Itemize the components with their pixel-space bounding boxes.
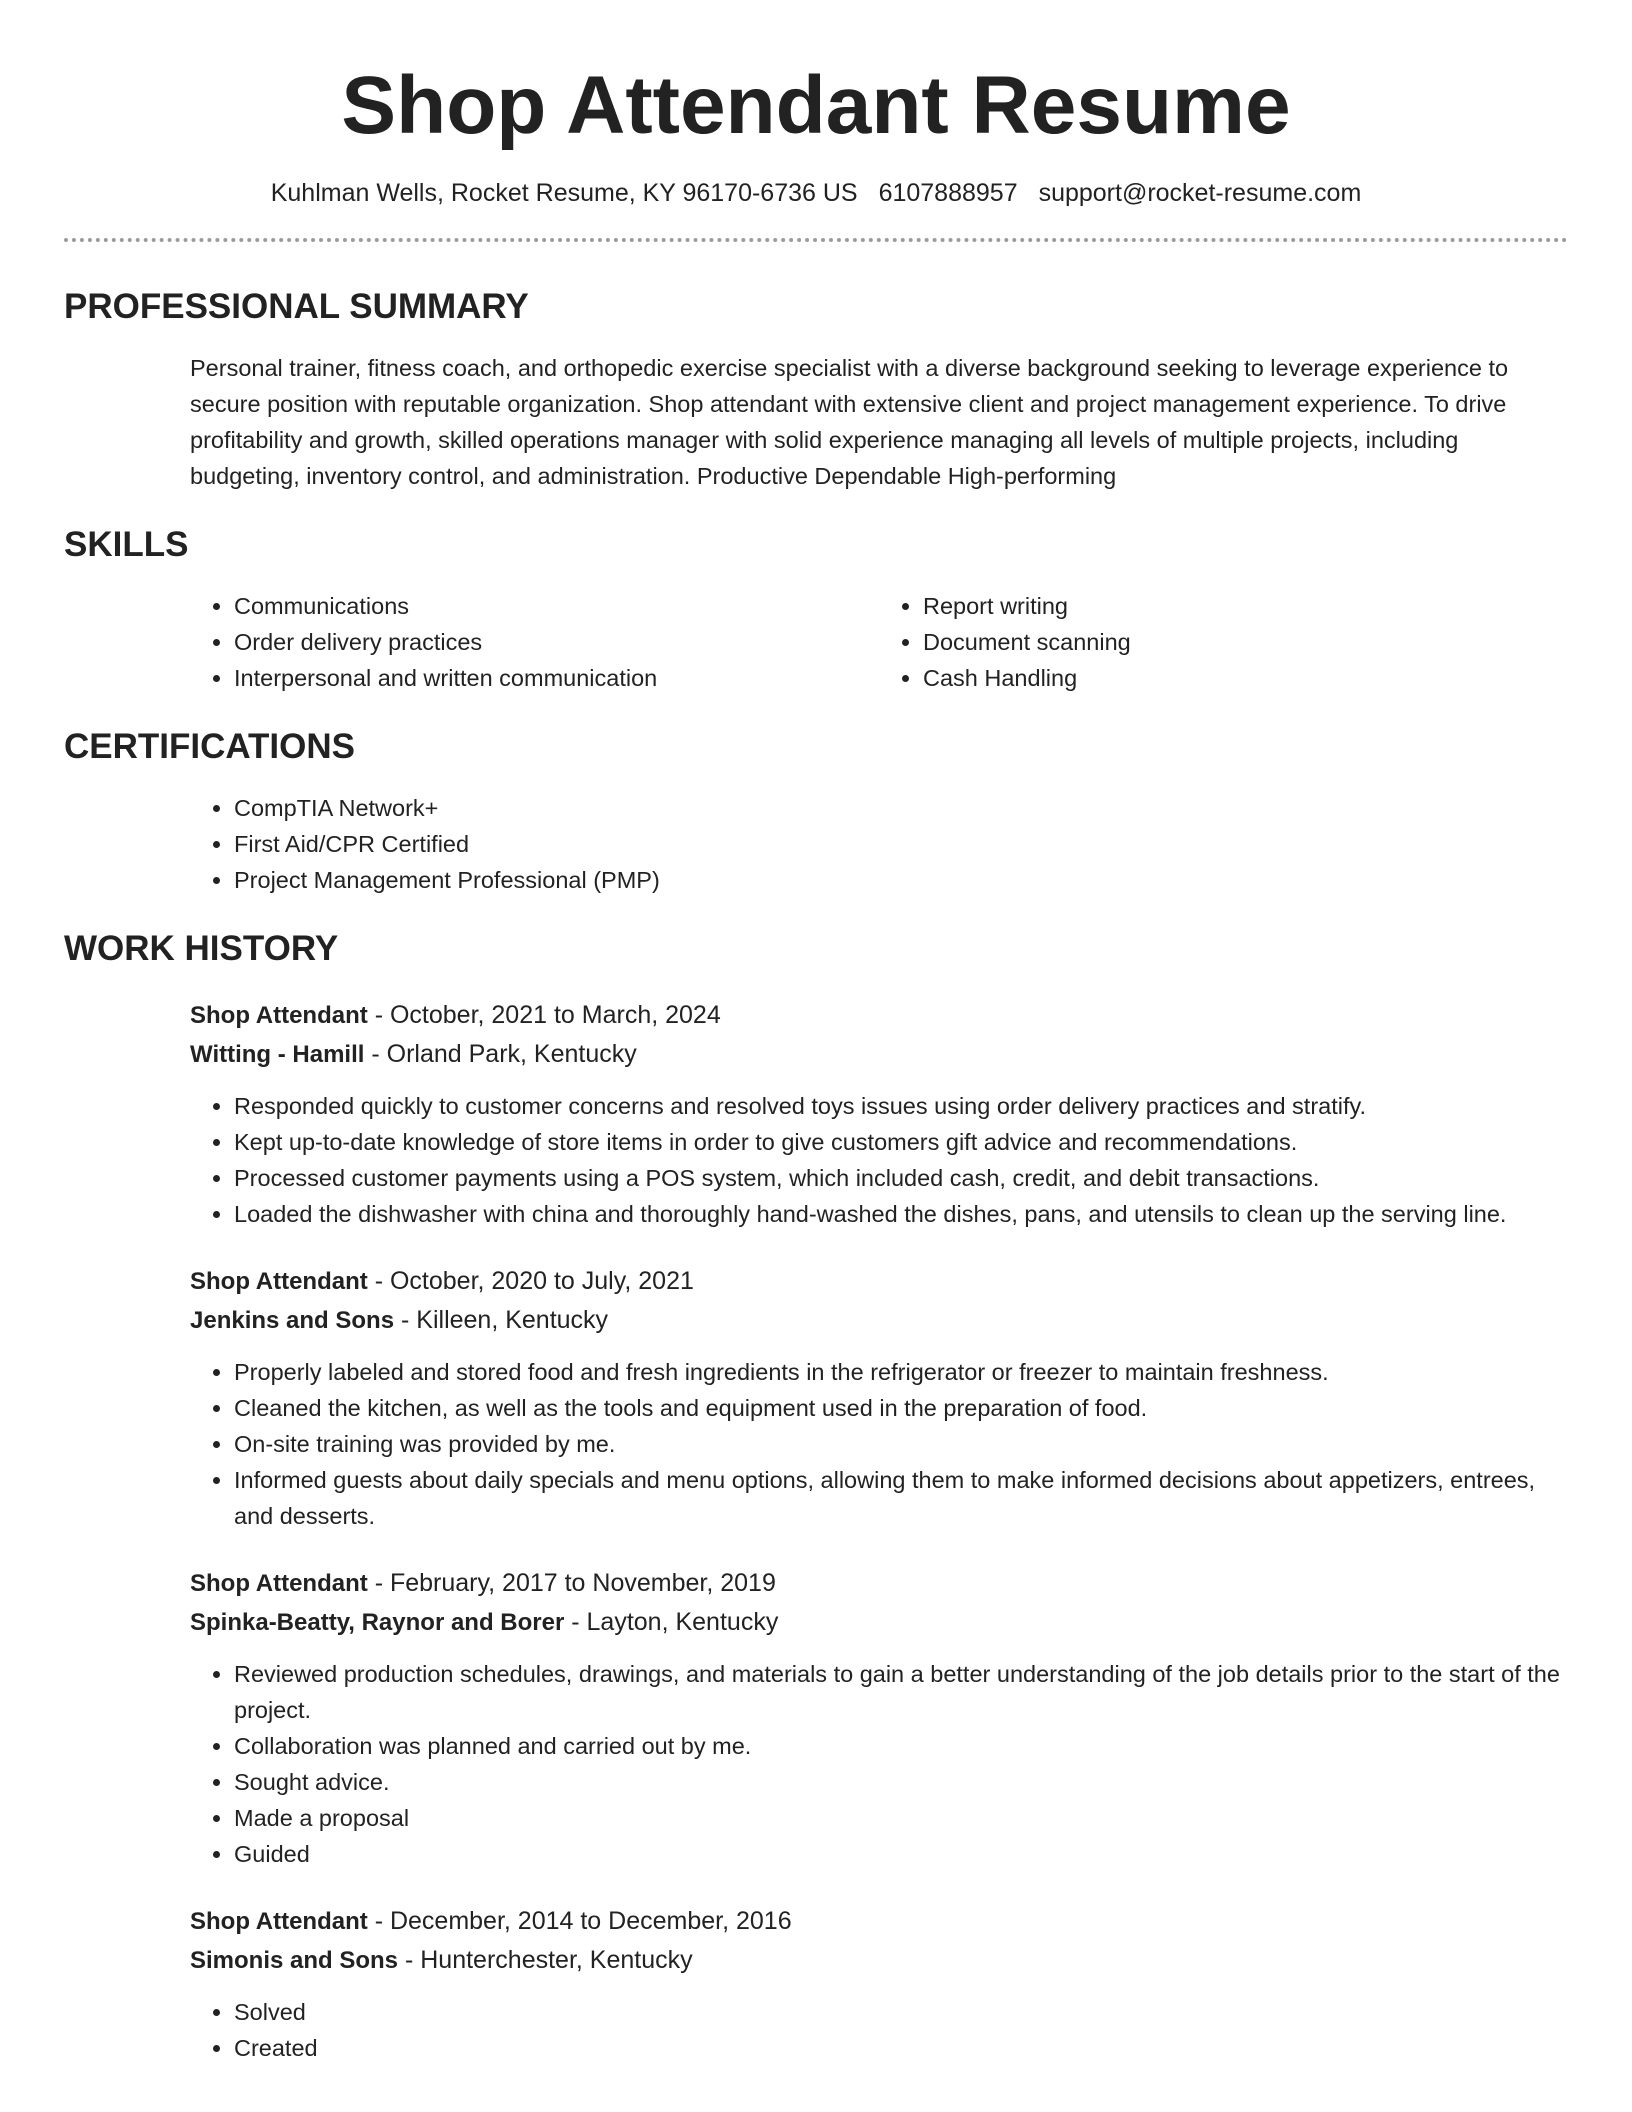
certification-item: • CompTIA Network+: [234, 790, 1568, 826]
duty-item: • Responded quickly to customer concerns and resolved toys issues using order delivery practices and stratify.: [234, 1088, 1568, 1124]
job-entry: [190, 1564, 1568, 1872]
contact-line: [64, 178, 1568, 208]
job-company: Witting - Hamill: [190, 1041, 365, 1068]
skills-columns: [190, 588, 1568, 696]
duty-item: • Made a proposal: [234, 1800, 1568, 1836]
job-title: Shop Attendant: [190, 1570, 368, 1597]
job-location: - Layton, Kentucky: [564, 1608, 779, 1636]
duty-item: • Guided: [234, 1836, 1568, 1872]
job-company: Simonis and Sons: [190, 1947, 399, 1974]
duty-item: • Solved: [234, 1994, 1568, 2030]
job-dates: - December, 2014 to December, 2016: [367, 1907, 792, 1935]
resume-title: Shop Attendant Resume: [341, 60, 1291, 151]
job-location: - Killeen, Kentucky: [394, 1306, 609, 1334]
skill-item: • Cash Handling: [923, 660, 1568, 696]
duty-item: • Properly labeled and stored food and fresh ingredients in the refrigerator or freezer to maintain freshness.: [234, 1354, 1568, 1390]
section-heading: CERTIFICATIONS: [64, 727, 356, 766]
work-history-section: [64, 928, 1568, 2066]
skill-item: • Order delivery practices: [234, 624, 879, 660]
certification-item: • First Aid/CPR Certified: [234, 826, 1568, 862]
skill-item: • Communications: [234, 588, 879, 624]
professional-summary-section: [64, 286, 1568, 494]
duty-item: • Created: [234, 2030, 1568, 2066]
job-title: Shop Attendant: [190, 1908, 368, 1935]
job-entry: [190, 1262, 1568, 1534]
job-title-line: [190, 996, 1568, 1035]
contact-phone: 6107888957: [878, 179, 1018, 207]
duty-item: • Sought advice.: [234, 1764, 1568, 1800]
job-company-line: [190, 1035, 1568, 1074]
certifications-section: [64, 726, 1568, 898]
job-duties: [190, 1088, 1568, 1232]
job-entry: [190, 996, 1568, 1232]
job-title-line: [190, 1262, 1568, 1301]
certification-item: • Project Management Professional (PMP): [234, 862, 1568, 898]
job-company-line: [190, 1301, 1568, 1340]
job-dates: - February, 2017 to November, 2019: [367, 1569, 776, 1597]
job-dates: - October, 2020 to July, 2021: [367, 1267, 694, 1295]
skills-list-left: [190, 588, 879, 696]
skills-section: [64, 524, 1568, 696]
contact-address: Kuhlman Wells, Rocket Resume, KY 96170-6736 US: [270, 179, 858, 207]
job-company: Spinka-Beatty, Raynor and Borer: [190, 1609, 565, 1636]
job-title: Shop Attendant: [190, 1268, 368, 1295]
duty-item: • Processed customer payments using a POS system, which included cash, credit, and debit transactions.: [234, 1160, 1568, 1196]
job-location: - Orland Park, Kentucky: [364, 1040, 637, 1068]
job-dates: - October, 2021 to March, 2024: [367, 1001, 721, 1029]
duty-item: • Informed guests about daily specials and menu options, allowing them to make informed decisions about appetizers, entrees, and desserts.: [234, 1462, 1568, 1534]
skill-item: • Interpersonal and written communication: [234, 660, 879, 696]
header-divider: [64, 238, 1568, 242]
skills-list-right: [879, 588, 1568, 696]
job-duties: [190, 1994, 1568, 2066]
job-entry: [190, 1902, 1568, 2066]
duty-item: • Cleaned the kitchen, as well as the tools and equipment used in the preparation of food.: [234, 1390, 1568, 1426]
section-heading: PROFESSIONAL SUMMARY: [64, 287, 529, 326]
duty-item: • On-site training was provided by me.: [234, 1426, 1568, 1462]
skill-item: • Report writing: [923, 588, 1568, 624]
job-duties: [190, 1656, 1568, 1872]
job-title-line: [190, 1564, 1568, 1603]
certifications-list: [190, 790, 1568, 898]
duty-item: • Collaboration was planned and carried out by me.: [234, 1728, 1568, 1764]
skill-item: • Document scanning: [923, 624, 1568, 660]
job-title: Shop Attendant: [190, 1002, 368, 1029]
job-company-line: [190, 1941, 1568, 1980]
job-title-line: [190, 1902, 1568, 1941]
duty-item: • Kept up-to-date knowledge of store items in order to give customers gift advice and recommendations.: [234, 1124, 1568, 1160]
job-duties: [190, 1354, 1568, 1534]
job-location: - Hunterchester, Kentucky: [398, 1946, 693, 1974]
duty-item: • Reviewed production schedules, drawings, and materials to gain a better understanding of the job details prior to the start of the project.: [234, 1656, 1568, 1728]
job-company-line: [190, 1603, 1568, 1642]
duty-item: • Loaded the dishwasher with china and thoroughly hand-washed the dishes, pans, and utensils to clean up the serving line.: [234, 1196, 1568, 1232]
contact-email: support@rocket-resume.com: [1038, 179, 1362, 207]
section-heading: WORK HISTORY: [64, 929, 339, 968]
section-heading: SKILLS: [64, 525, 189, 564]
job-company: Jenkins and Sons: [190, 1307, 395, 1334]
summary-text: Personal trainer, fitness coach, and orthopedic exercise specialist with a diverse background seeking to leverage experience to secure position with reputable organization. Shop attendant with extensive client and project management experience. To drive profitability and growth, skilled operations manager with solid experience managing all levels of multiple projects, including budgeting, inventory control, and administration. Productive Dependable High-performing: [190, 355, 1509, 489]
